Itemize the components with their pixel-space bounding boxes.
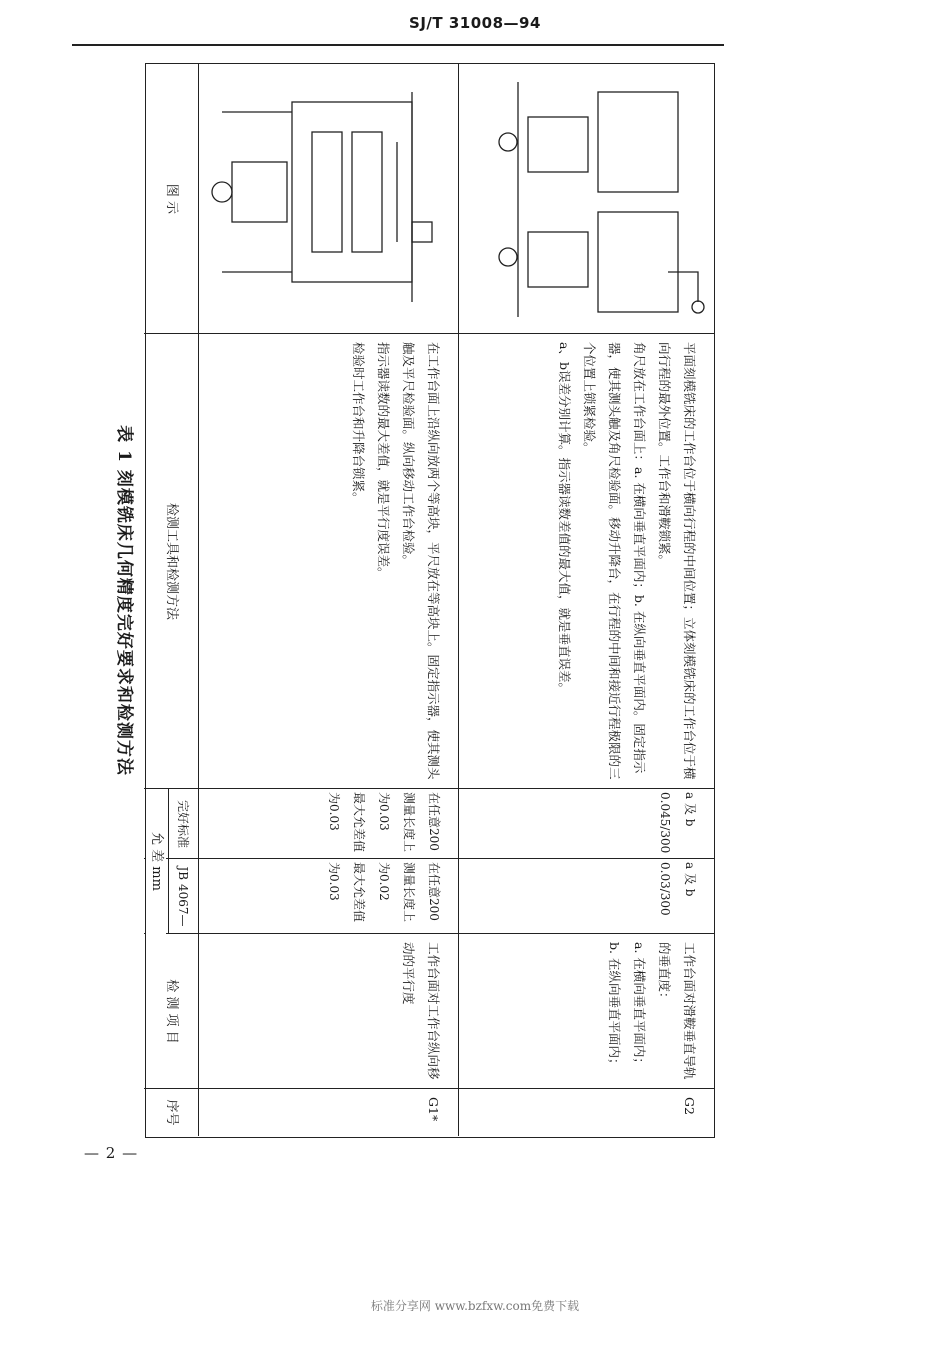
g2-tol-std: a 及 b 0.045/300	[658, 792, 697, 854]
g2-method: 平面刻模铣床的工作台位于横向行程的中间位置；立体刻模铣床的工作台位于横向行程的最外位置。工作台和滑鞍锁紧。 角尺放在工作台面上：a. 在横向垂直平面内；b. 在纵向垂直平面内。固定指示器，使其测头触及角尺检验面。移动升降台，在行程的中间和接近行程极限的三个位置上锁紧检验。 a、b误差分别计算。指示器读数差值的最大值，就是垂直误差。	[557, 342, 697, 780]
g1-seq: G1*	[426, 1097, 441, 1122]
g2-machine-diagram	[463, 72, 708, 327]
table-caption: 表 1 刻模铣床几何精度完好要求和检测方法	[114, 425, 134, 776]
rotated-table-block	[85, 63, 745, 1138]
g1-tol-std: 在任意200测量长度上为0.03 最大允差值为0.03	[327, 792, 441, 853]
tol-subheader-separator	[168, 789, 169, 934]
header-seq: 序号	[164, 1099, 179, 1126]
row-separator	[458, 64, 459, 1136]
header-tolerance: 允 差 mm	[146, 789, 166, 934]
g2-item: 工作台面对滑鞍垂直导轨的垂直度： a. 在横向垂直平面内； b. 在纵向垂直平面内；	[607, 942, 697, 1080]
header-tol-jb: JB 4067—	[176, 866, 190, 927]
g2-seq: G2	[682, 1097, 697, 1115]
footer-watermark: 标准分享网 www.bzfxw.com免费下载	[370, 1299, 580, 1313]
g2-tol-jb: a 及 b 0.03/300	[658, 862, 697, 916]
page-number: — 2 —	[84, 1144, 139, 1162]
inspection-table	[145, 63, 715, 1138]
g1-item: 工作台面对工作台纵向移动的平行度	[401, 942, 441, 1080]
header-diagram: 图 示	[164, 183, 179, 215]
header-separator	[198, 64, 199, 1136]
g1-machine-diagram	[207, 72, 452, 327]
header-item: 检 测 项 目	[164, 979, 179, 1044]
header-tol-std: 完好标准	[176, 799, 190, 848]
document-code-header: SJ/T 31008—94	[409, 14, 541, 32]
g1-method: 在工作台面上沿纵向放两个等高块，平尺放在等高块上。固定指示器，使其测头触及平尺检验面。纵向移动工作台检验。 指示器读数的最大差值，就是平行度误差。 检验时工作台和升降台锁紧。	[351, 342, 441, 780]
header-rule	[72, 44, 724, 46]
g1-tol-jb: 在任意200测量长度上为0.02 最大允差值为0.03	[327, 862, 441, 923]
header-method: 检测工具和检测方法	[164, 502, 179, 620]
